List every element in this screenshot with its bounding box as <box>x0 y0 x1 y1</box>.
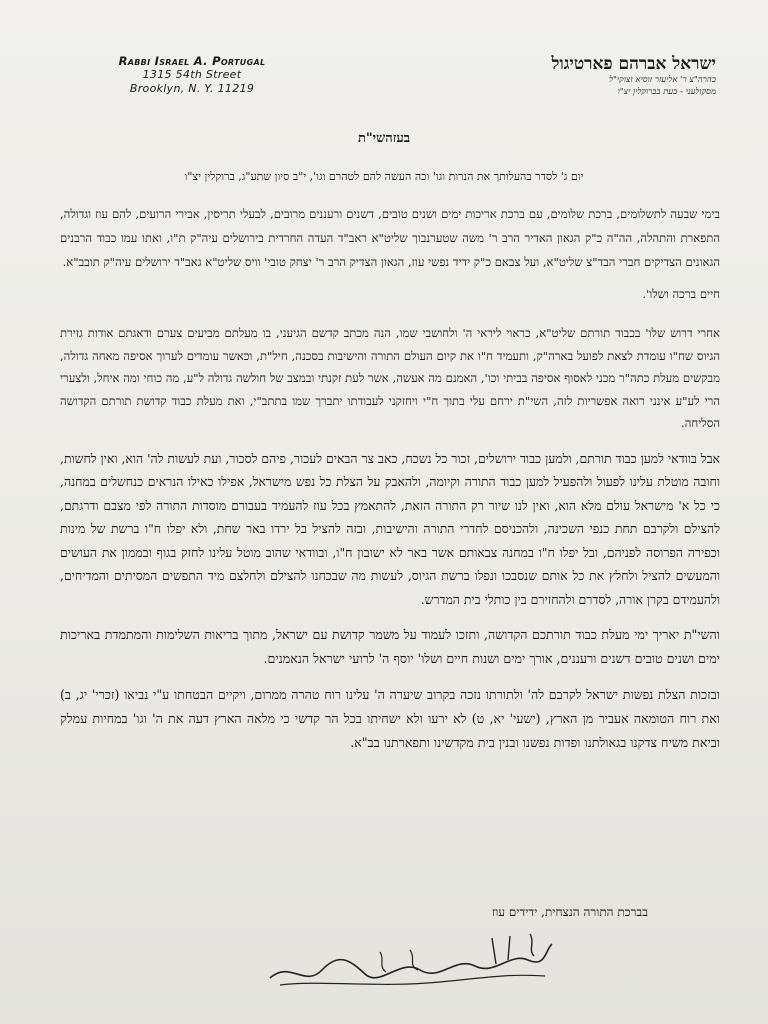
paragraph-4: ובזכות הצלת נפשות ישראל לקרבם לה' ולתורתו נזכה בקרוב שיערה ה' עלינו רוח טהרה ממרום, ויקיים הבטחתו ע"י נביאו (זכרי' יג, ב) ואת רוח הטומאה אעביר מן הארץ, (ישעי' יא, ט) לא ירעו ולא ישחיתו בכל הר קדשי כי מלאה הארץ דעה את ה' וגו' במחיות עמלק וביאת משיח צדקנו בגאולתנו ופדות נפשנו ובנין בית מקדשינו ותפארתנו בב"א. <box>60 687 720 750</box>
letterhead-english-street: 1315 54th Street <box>142 68 242 81</box>
paragraph-2: אבל בוודאי למען כבוד תורתם, ולמען כבוד ירושלים, זכור כל נשכח, כאב צר הבאים לעכור, פיהם לסכור, ועת לעשות לה' הוא, ואין לחשות, וחובה מוטלת עלינו לפעול ולהפעיל למען כבוד התורה וקיומה, ולהאבק על הצלת כל נפש מישראל, אפילו כאילו הנראים כנחשלים במחנה, כי כל א' מישראל עולם מלא הוא, ואין לנו שיור רק התורה הזאת, להתאמץ בכל עוז להעמיד בעבורם מוסדות התורה לפי מצבם ודרגתם, להצילם ולקרבם תחת כנפי השכינה, ולהכניסם לחדרי התורה והישיבות, ובזה להציל בל ירדו באר שחת, ולא יפלו ח"ו ברשת של מינות וכפירה הפרוסה לפניהם, ובל יפלו ח"ו במחנה צבאותם אשר באר לא ישובון ח"ו, ובוודאי שהוב מוטל עלינו לחזק בגוף ובממון את העושים והמעשים להציל ולחלץ את כל אותם שנסבכו ונפלו ברשת הגיוס, לעשות מה שבכחנו להצילם ולחלצם מיד התפשים המסיתים והמדיחים, ולהעמידם בקרן אורה, לסדרם ולהחזירם בין כותלי בית המדרש. <box>60 450 720 607</box>
bsd-header: בעזהשי"ת <box>357 131 411 146</box>
paragraph-3: והשי"ת יאריך ימי מעלת כבוד תורתכם הקדושה, ותזכו לעמוד על משמר קדושת עם ישראל, מתוך בריאות השלימות והמתמדת באריכות ימים ושנים טובים דשנים ורעננים, אורך ימים ושנות חיים ושלו' יוסף ה' לרועי ישראל הנאמנים. <box>60 627 720 666</box>
letterhead-english-name: Rabbi Israel A. Portugal <box>118 54 266 68</box>
letterhead-hebrew-line1: בהרה"צ ר' אליעזר זוסיא זצוקי"ל <box>609 75 716 85</box>
date-line: יום ג' לסדר בהעלותך את הנרות וגו' וכה העשה להם לטהרם וגו', י"ב סיון שתע"ג, ברוקלין יצ"ו <box>184 170 584 183</box>
addressee-paragraph: בימי שבעה לתשלומים, ברכת שלומים, עם ברכת אריכות ימים ושנים טובים, דשנים ורעננים מרובים, לבעלי תריסין, אבירי הרועים, להם עוז וגדולה, התפארת והתהלה, הה"ה כ"ק הגאון האדיר הרב ר' משה שטערנבוך שליט"א ראב"ד העדה החרדית בירושלים עיה"ק ת"ו, ואתו עמו כבוד הרבנים הגאונים הצדיקים חברי הבד"צ שליט"א, ועל צבאם כ"ק ידיד נפשי עוז, הגאון הצדיק הרב ר' יצחק טובי' וויס שליט"א גאב"ד ירושלים עיה"ק תובב"א. <box>60 207 720 269</box>
letterhead-hebrew <box>476 54 716 98</box>
paragraph-1: אחרי דרוש שלו' בכבוד תורתם שליט"א, כראוי ליראי ה' ולחושבי שמו, הנה מכתב קדשם הגיעני, בו מעלתם מביעים צערם ודאגתם אודות גזירת הגיוס שח"ו עומדת לצאת לפועל בארה"ק, ותעמיד ח"ו את קיום העולם התורה והישיבות בסכנה, חיל"ת, וכאשר עומדים לערוך אסיפה מאחה גדולה, מבקשים מעלת כתה"ר מכני לאסוף אסיפה בביתי וכו', האמנם מה אעשה, אשר לעת זקנתי ובמצב של חולשה גדולה ל"ע, מה כוחי ומה איחל, ולצערי הרי לע"ע אינני רואה אפשריות לזה, השי"ת ירחם עלי בתוך ח"י ויחזקני לעבודתו יתברך שמו בתתב"י, ואת מעלת כבוד קדושת תורתם הקדושה הסליחה. <box>60 326 720 430</box>
letterhead-hebrew-line2: מסקולעני - כעת בברוקלין יצ"ו <box>617 87 716 97</box>
handwritten-signature-icon <box>260 930 560 1000</box>
letter-body <box>60 202 720 767</box>
closing <box>492 905 648 932</box>
letterhead-english <box>92 54 292 96</box>
letterhead-english-city: Brooklyn, N. Y. 11219 <box>129 82 255 95</box>
signature <box>260 930 560 1000</box>
closing-blessing: בברכת התורה הנצחית, ידידים עוז <box>491 905 648 919</box>
greeting-line: חיים ברכה ושלו'. <box>642 287 720 301</box>
letterhead-hebrew-name: ישראל אברהם פארטיגול <box>551 54 716 74</box>
